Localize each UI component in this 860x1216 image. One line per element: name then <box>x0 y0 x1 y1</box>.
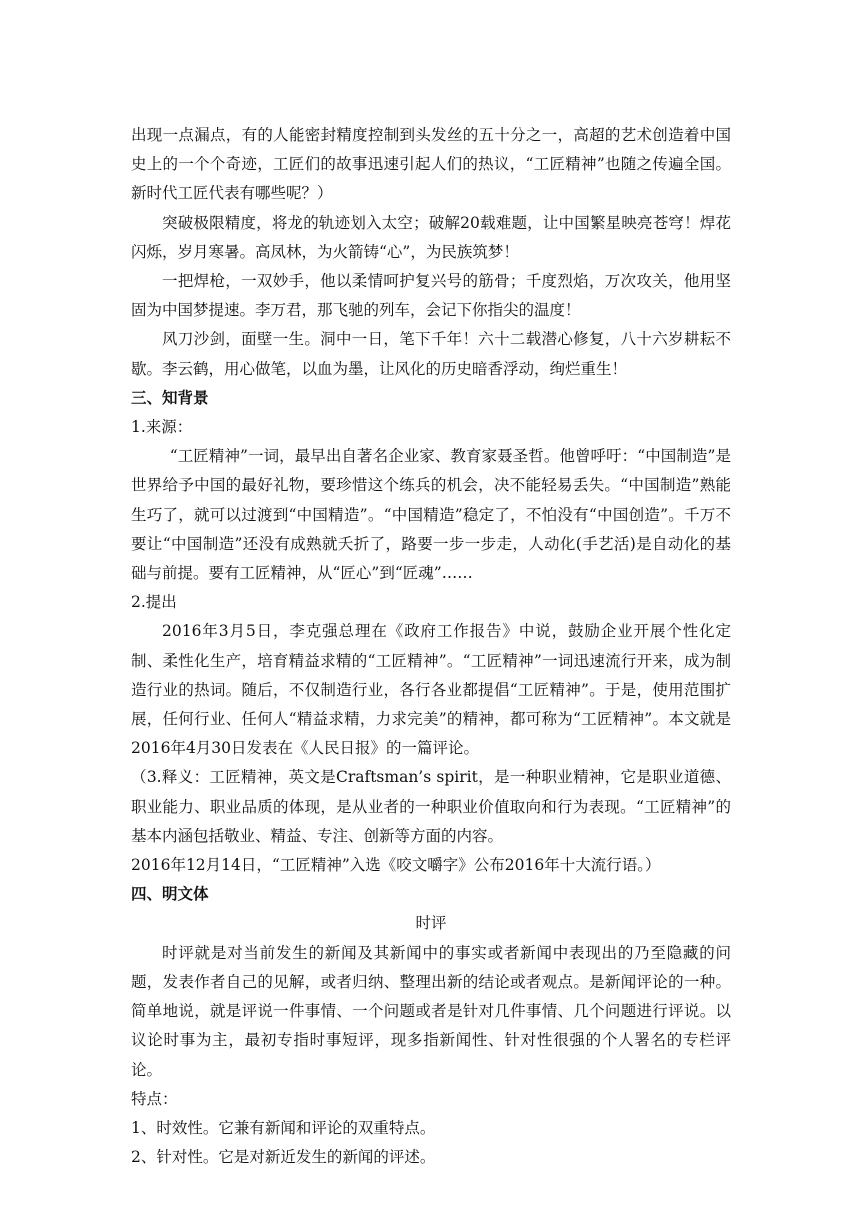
paragraph-definition: （3.释义：工匠精神，英文是Craftsman’s spirit，是一种职业精神，它是职业道德、职业能力、职业品质的体现，是从业者的一种职业价值取向和行为表现。“工匠精神”的基本内涵包括敬业、精益、专注、创新等方面的内容。 <box>131 768 731 845</box>
subheading-source: 1.来源： <box>131 418 193 437</box>
feature-item-2: 2、针对性。它是对新近发生的新闻的评述。 <box>131 1148 436 1167</box>
paragraph-source: “工匠精神”一词，最早出自著名企业家、教育家聂圣哲。他曾呼吁：“中国制造”是世界给予中国的最好礼物，要珍惜这个练兵的机会，决不能轻易丢失。“中国制造”熟能生巧了，就可以过渡到“中国精造”。“中国精造”稳定了，不怕没有“中国创造”。千万不要让“中国制造”还没有成熟就夭折了，路要一步一步走，人动化(手艺活)是自动化的基础与前提。要有工匠精神，从“匠心”到“匠魂”…… <box>131 447 731 583</box>
paragraph-li-yunhe: 风刀沙剑，面壁一生。洞中一日，笔下千年！六十二载潜心修复，八十六岁耕耘不歇。李云鹤，用心做笔，以血为墨，让风化的历史暗香浮动，绚烂重生！ <box>131 330 731 378</box>
section-heading-background: 三、知背景 <box>131 388 209 407</box>
genre-title: 时评 <box>415 914 447 933</box>
paragraph-gao-fenglin: 突破极限精度，将龙的轨迹划入太空；破解20载难题，让中国繁星映亮苍穹！焊花闪烁，岁月寒暑。高凤林，为火箭铸“心”，为民族筑梦！ <box>131 213 731 261</box>
paragraph-buzzword: 2016年12月14日，“工匠精神”入选《咬文嚼字》公布2016年十大流行语。） <box>131 856 661 875</box>
subheading-proposal: 2.提出 <box>131 593 177 612</box>
features-label: 特点： <box>131 1089 178 1108</box>
document-body <box>131 121 731 1172</box>
paragraph-genre-definition: 时评就是对当前发生的新闻及其新闻中的事实或者新闻中表现出的乃至隐藏的问题，发表作者自己的见解，或者归纳、整理出新的结论或者观点。是新闻评论的一种。简单地说，就是评说一件事情、一个问题或者是针对几件事情、几个问题进行评说。以议论时事为主，最初专指时事短评，现多指新闻性、针对性很强的个人署名的专栏评论。 <box>131 943 731 1079</box>
section-heading-genre: 四、明文体 <box>131 885 209 904</box>
feature-item-1: 1、时效性。它兼有新闻和评论的双重特点。 <box>131 1118 436 1137</box>
paragraph-proposal: 2016年3月5日，李克强总理在《政府工作报告》中说，鼓励企业开展个性化定制、柔性化生产，培育精益求精的“工匠精神”。“工匠精神”一词迅速流行开来，成为制造行业的热词。随后，不仅制造行业，各行各业都提倡“工匠精神”。于是，使用范围扩展，任何行业、任何人“精益求精，力求完美”的精神，都可称为“工匠精神”。本文就是2016年4月30日发表在《人民日报》的一篇评论。 <box>131 622 731 758</box>
paragraph-li-wanjun: 一把焊枪，一双妙手，他以柔情呵护复兴号的筋骨；千度烈焰，万次攻关，他用坚固为中国梦提速。李万君，那飞驰的列车，会记下你指尖的温度！ <box>131 272 731 320</box>
paragraph-intro-continued: 出现一点漏点，有的人能密封精度控制到头发丝的五十分之一，高超的艺术创造着中国史上的一个个奇迹，工匠们的故事迅速引起人们的热议，“工匠精神”也随之传遍全国。新时代工匠代表有哪些呢？） <box>131 126 731 203</box>
